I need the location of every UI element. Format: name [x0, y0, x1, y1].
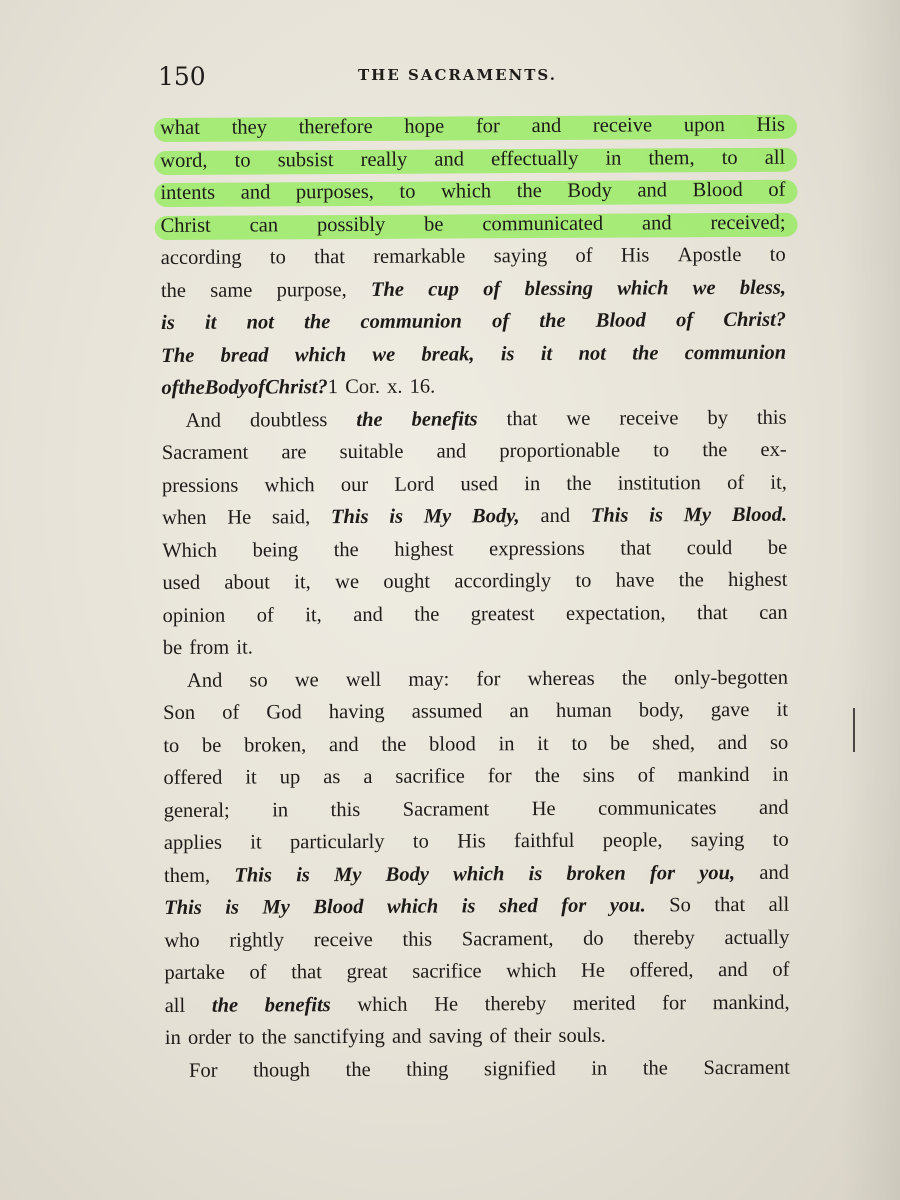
text-line: be from it. [162, 636, 253, 659]
text-line: This is My Blood which is shed for you. So that all [164, 893, 790, 919]
highlighted-text-line: intents and purposes, to which the Body and Blood of [160, 174, 785, 210]
text-line: of the Body of Christ? 1 Cor. x. 16. [161, 375, 436, 399]
text-line: pressions which our Lord used in the institution of it, [161, 471, 787, 497]
running-title: THE SACRAMENTS. [358, 66, 557, 84]
text-line: And so we well may: for whereas the only-begotten [186, 666, 789, 692]
text-line: used about it, we ought accordingly to have the highest [162, 568, 788, 594]
text-line: Which being the highest expressions that could be [162, 536, 788, 562]
text-line: is it not the communion of the Blood of Christ? [161, 308, 787, 334]
text-line: according to that remarkable saying of His Apostle to [160, 243, 786, 269]
page-number: 150 [158, 62, 206, 91]
text-line: who rightly receive this Sacrament, do thereby actually [164, 926, 790, 952]
body-text [160, 109, 790, 1087]
text-line: partake of that great sacrifice which He offered, and of [164, 958, 790, 984]
text-line: to be broken, and the blood in it to be shed, and so [163, 731, 789, 757]
text-line: in order to the sanctifying and saving of their souls. [164, 1024, 606, 1049]
text-line: applies it particularly to His faithful people, saying to [163, 828, 789, 854]
running-head [158, 62, 718, 92]
text-line: Sacrament are suitable and proportionable to the ex- [161, 438, 787, 464]
text-line: opinion of it, and the greatest expectation, that can [162, 601, 788, 627]
text-line: general; in this Sacrament He communicates and [163, 796, 789, 822]
text-line: when He said, This is My Body, and This is My Blood. [162, 503, 788, 529]
text-line: The bread which we break, is it not the communion [161, 341, 787, 367]
text-line: For though the thing signified in the Sacrament [188, 1056, 791, 1082]
highlighted-text-line: Christ can possibly be communicated and received; [161, 206, 786, 242]
highlighted-text-line: what they therefore hope for and receive upon His [160, 109, 785, 145]
text-line: And doubtless the benefits that we receive by this [185, 406, 787, 432]
text-line: the same purpose, The cup of blessing which we bless, [160, 276, 786, 302]
text-line: offered it up as a sacrifice for the sins of mankind in [163, 763, 789, 789]
page-shadow [840, 0, 900, 1200]
text-line: Son of God having assumed an human body, gave it [163, 698, 789, 724]
highlighted-text-line: word, to subsist really and effectually in them, to all [160, 141, 785, 177]
text-line: them, This is My Body which is broken for you, and [163, 861, 790, 887]
text-line: all the benefits which He thereby merited for mankind, [164, 991, 790, 1017]
